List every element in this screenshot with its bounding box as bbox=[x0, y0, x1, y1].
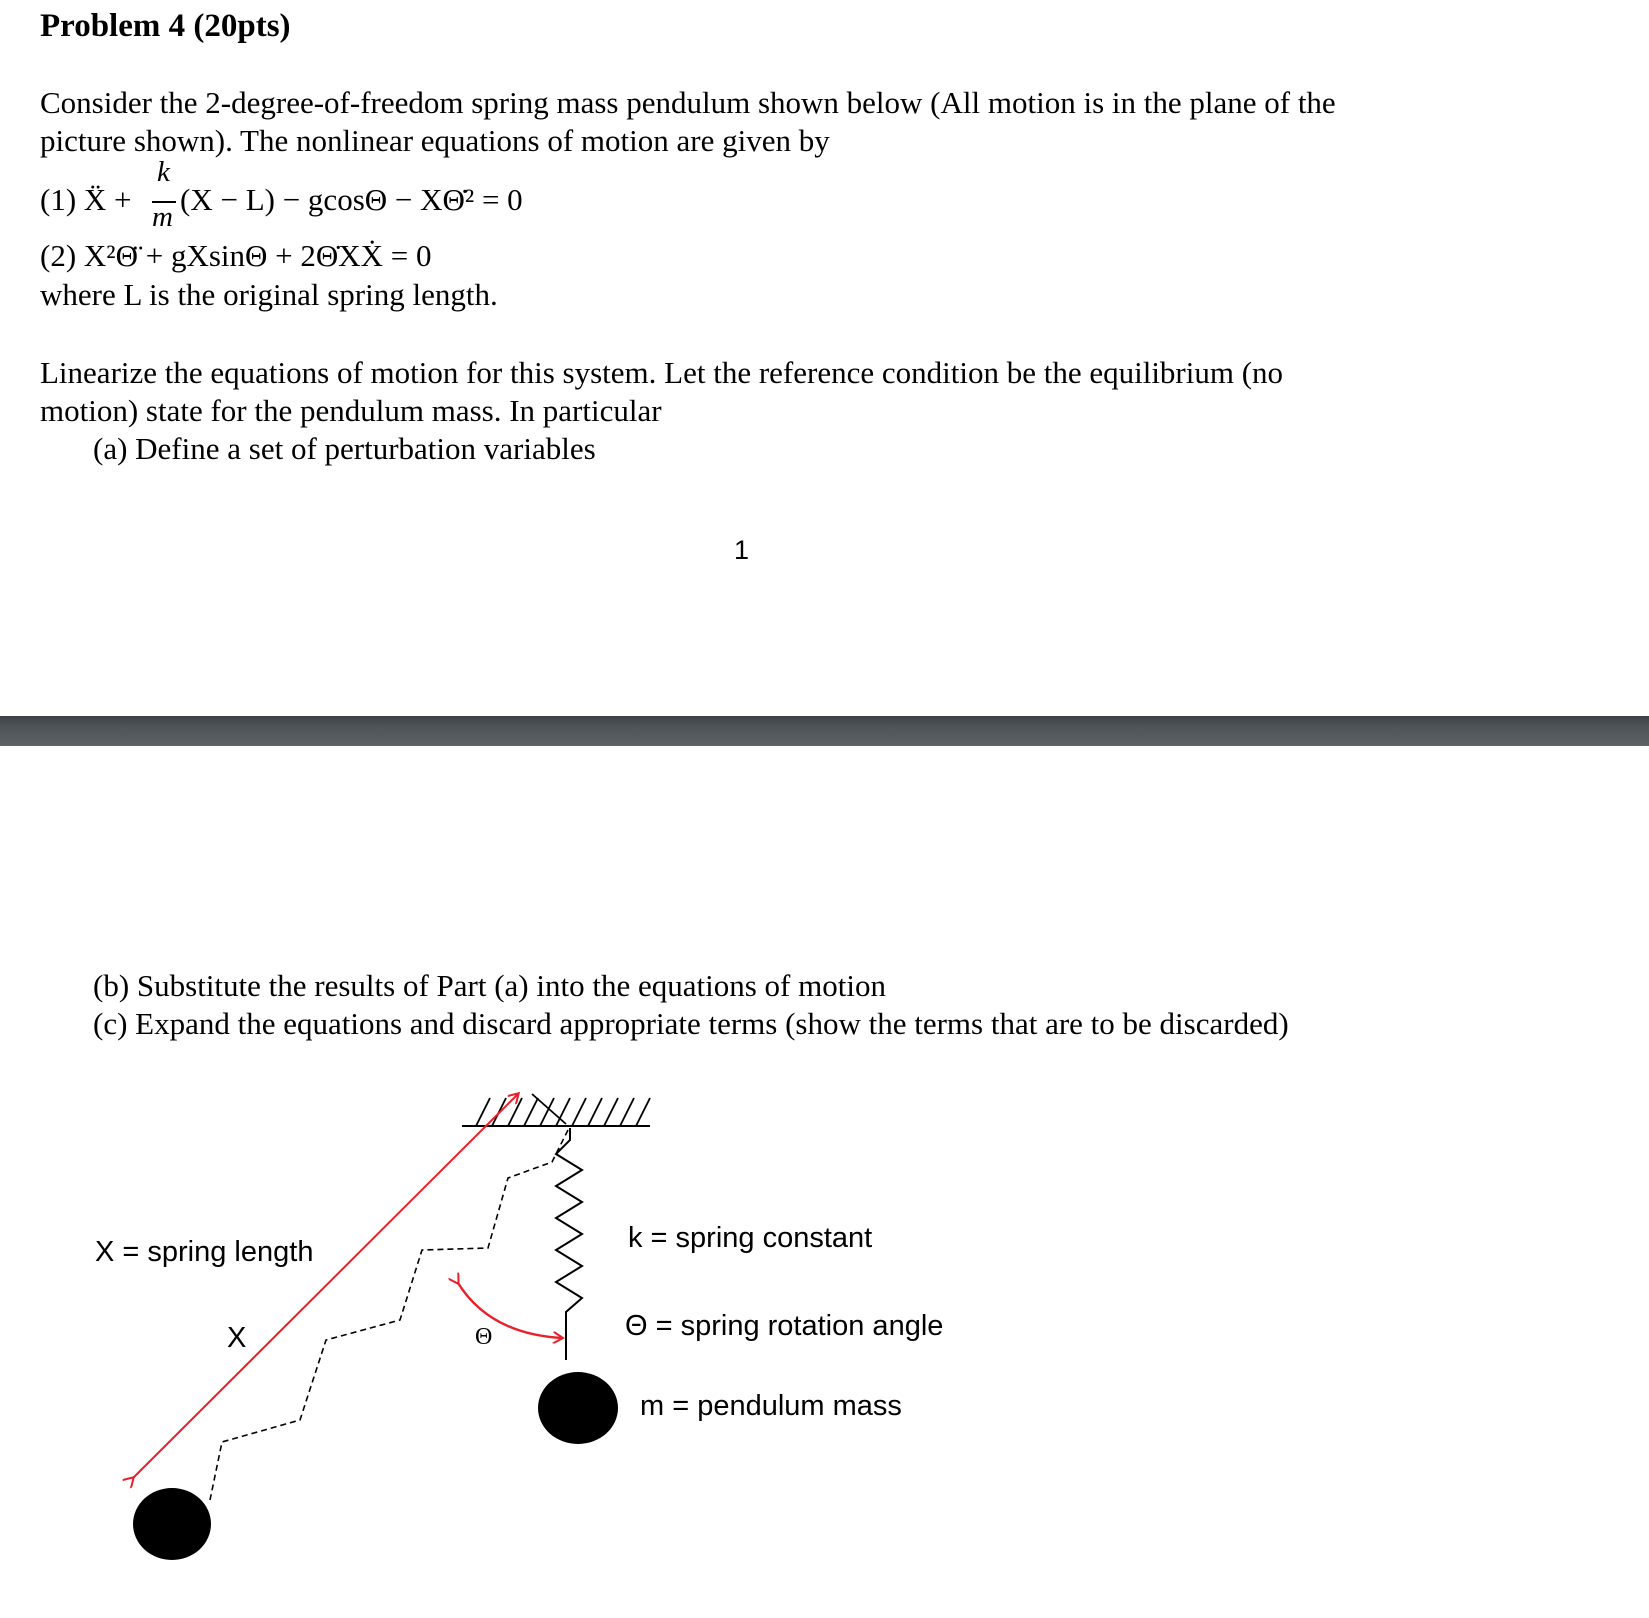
displaced-mass bbox=[133, 1488, 211, 1560]
theta-symbol: Θ bbox=[475, 1324, 493, 1350]
theta-rotation-arrow bbox=[458, 1283, 562, 1338]
linearize-line-2: motion) state for the pendulum mass. In particular bbox=[40, 393, 662, 428]
equation-1-rest: (X − L) − gcosΘ − XΘ̇² = 0 bbox=[180, 182, 523, 217]
x-label: X = spring length bbox=[95, 1236, 314, 1268]
displaced-spring-dashed bbox=[210, 1130, 568, 1500]
intro-line-2: picture shown). The nonlinear equations of motion are given by bbox=[40, 123, 830, 158]
item-b: (b) Substitute the results of Part (a) into the equations of motion bbox=[93, 968, 886, 1003]
intro-line-1: Consider the 2-degree-of-freedom spring mass pendulum shown below (All motion is in the plane of the bbox=[40, 85, 1336, 120]
vertical-spring bbox=[556, 1128, 582, 1360]
x-symbol: X bbox=[227, 1322, 247, 1354]
theta-label: Θ = spring rotation angle bbox=[625, 1310, 944, 1342]
m-label: m = pendulum mass bbox=[640, 1390, 902, 1422]
k-label: k = spring constant bbox=[628, 1222, 873, 1254]
equation-1-prefix: (1) Ẍ + bbox=[40, 182, 132, 217]
equation-1-fraction-denominator: m bbox=[152, 201, 173, 233]
where-line: where L is the original spring length. bbox=[40, 277, 498, 312]
page-number: 1 bbox=[734, 535, 750, 565]
item-c: (c) Expand the equations and discard appropriate terms (show the terms that are to be discarded) bbox=[93, 1006, 1289, 1041]
item-a: (a) Define a set of perturbation variables bbox=[93, 431, 596, 466]
problem-title: Problem 4 (20pts) bbox=[40, 8, 291, 44]
equation-1-fraction-numerator: k bbox=[157, 156, 170, 188]
pendulum-mass bbox=[538, 1372, 618, 1444]
linearize-line-1: Linearize the equations of motion for this system. Let the reference condition be the equilibrium (no bbox=[40, 355, 1284, 390]
equation-2: (2) X²Θ̈ + gXsinΘ + 2Θ̇XẊ = 0 bbox=[40, 238, 432, 273]
